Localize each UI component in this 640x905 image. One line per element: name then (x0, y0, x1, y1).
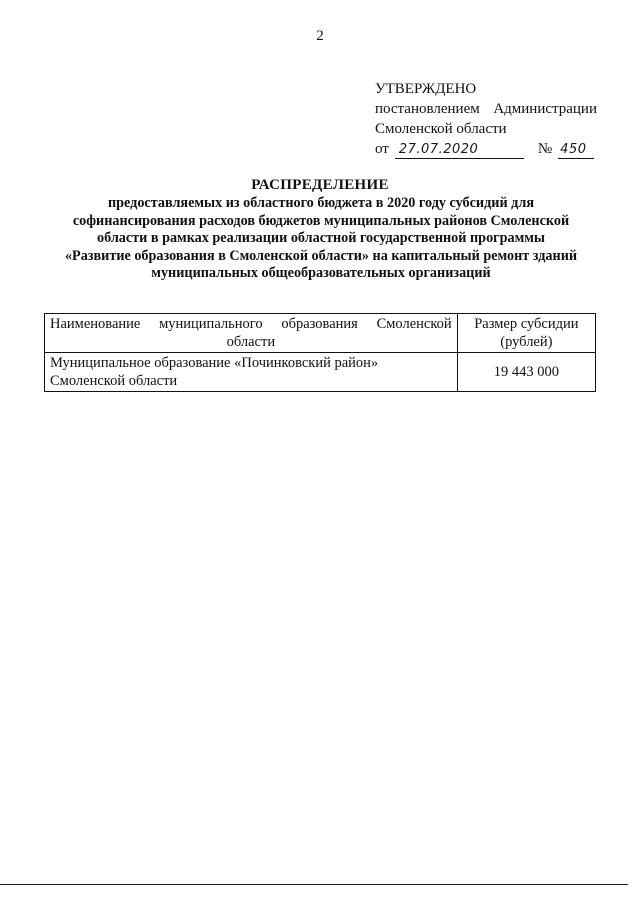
approval-region: Смоленской области (375, 121, 507, 137)
number-label: № (537, 141, 553, 157)
header-word: муниципального (159, 316, 263, 332)
approval-line-2 (375, 99, 597, 119)
header-word: образования (281, 316, 358, 332)
table-header-row (45, 314, 596, 353)
subtitle-line: софинансирования расходов бюджетов муниципальных районов Смоленской (72, 212, 570, 229)
approval-date-line (375, 139, 597, 159)
cell-amount: 19 443 000 (457, 353, 595, 392)
footer-divider (0, 884, 628, 885)
header-word: Смоленской (376, 316, 452, 332)
subtitle-line: предоставляемых из областного бюджета в 2020 году субсидий для (107, 195, 534, 211)
document-title: РАСПРЕДЕЛЕНИЕ (251, 177, 389, 193)
table-row (45, 353, 596, 392)
allocation-table (44, 313, 596, 392)
handwritten-date: 27.07.2020 (395, 142, 524, 159)
approval-word-resolution: постановлением (375, 101, 480, 117)
header-word: области (226, 334, 276, 350)
date-prefix: от (375, 141, 389, 157)
subtitle-line: муниципальных общеобразовательных организаций (151, 265, 491, 281)
header-subsidy-amount: Размер субсидии (рублей) (457, 314, 595, 353)
approval-block (375, 79, 597, 159)
document-subtitle (42, 195, 600, 283)
cell-municipality: Муниципальное образование «Починковский район» Смоленской области (45, 353, 458, 392)
subtitle-line: «Развитие образования в Смоленской области» на капитальный ремонт зданий (64, 247, 578, 264)
handwritten-number: 450 (558, 142, 594, 159)
approval-word-administration: Администрации (493, 101, 597, 117)
approval-status: УТВЕРЖДЕНО (375, 81, 477, 97)
header-municipality-name (45, 314, 458, 353)
page-number: 2 (316, 28, 324, 44)
header-word: Наименование (50, 316, 141, 332)
subtitle-line: области в рамках реализации областной государственной программы (96, 230, 545, 246)
